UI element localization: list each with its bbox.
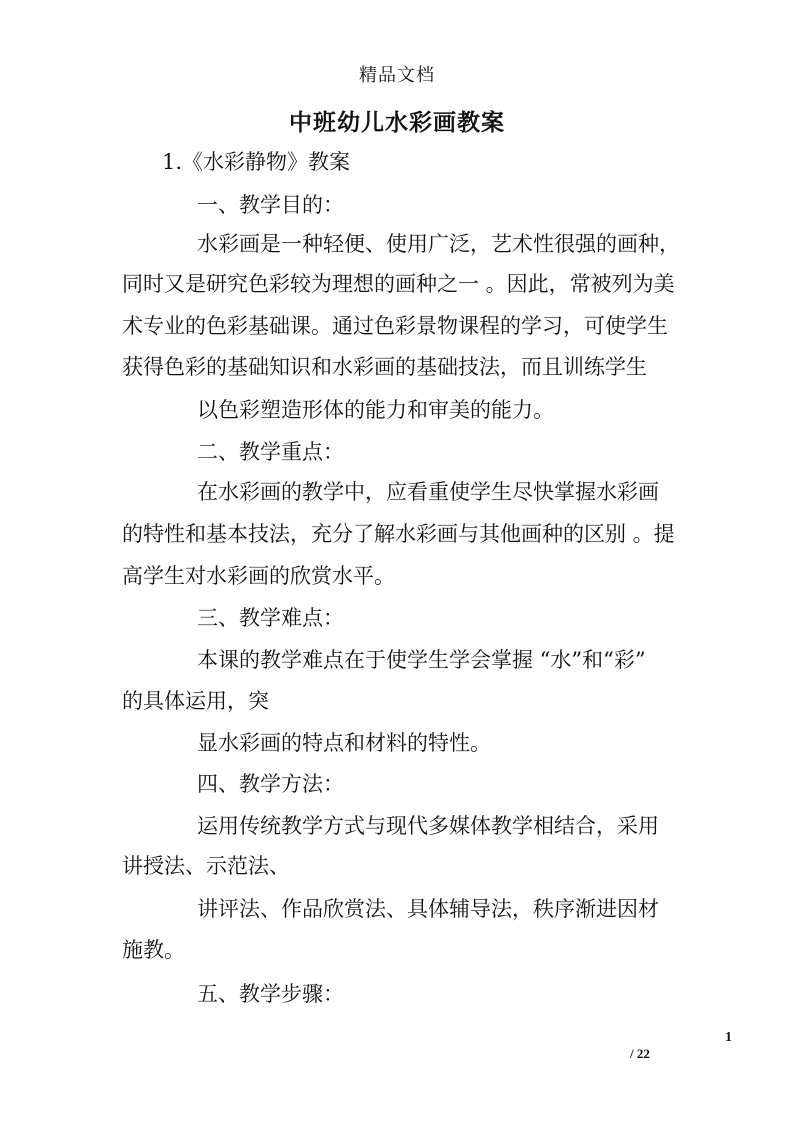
paragraph-line: 术专业的色彩基础课。通过色彩景物课程的学习，可使学生 — [122, 314, 668, 338]
paragraph-line: 在水彩画的教学中，应看重使学生尽快掌握水彩画 — [197, 480, 659, 504]
paragraph-line: 水彩画是一种轻便、使用广泛，艺术性很强的画种， — [197, 232, 680, 256]
paragraph-line: 获得色彩的基础知识和水彩画的基础技法，而且训练学生 — [122, 355, 647, 379]
page-total: / 22 — [630, 1046, 650, 1061]
paragraph-line: 讲授法、示范法、 — [122, 854, 290, 878]
paragraph-line: 高学生对水彩画的欣赏水平。 — [122, 564, 395, 588]
document-title: 中班幼儿水彩画教案 — [289, 109, 505, 136]
paragraph-line: 的具体运用，突 — [122, 689, 269, 713]
paragraph-line: 施教。 — [122, 938, 185, 962]
section-heading-methods: 四、教学方法： — [197, 772, 344, 796]
paragraph-line: 的特性和基本技法，充分了解水彩画与其他画种的区别 。提 — [122, 522, 675, 546]
paragraph-line: 显水彩画的特点和材料的特性。 — [197, 731, 491, 755]
page-number: 1 — [725, 1030, 732, 1045]
section-heading-difficulties: 三、教学难点： — [197, 606, 344, 630]
paragraph-line: 讲评法、作品欣赏法、具体辅导法，秩序渐进因材 — [197, 897, 659, 921]
paragraph-line: 运用传统教学方式与现代多媒体教学相结合，采用 — [197, 814, 659, 838]
paragraph-line: 本课的教学难点在于使学生学会掌握 “水”和“彩” — [197, 648, 646, 672]
section-heading-lesson: 1.《水彩静物》教案 — [162, 150, 351, 174]
paragraph-line: 同时又是研究色彩较为理想的画种之一 。因此，常被列为美 — [122, 272, 675, 296]
section-heading-key-points: 二、教学重点： — [197, 440, 344, 464]
paragraph-line: 以色彩塑造形体的能力和审美的能力。 — [197, 398, 554, 422]
page-header: 精品文档 — [359, 65, 435, 86]
section-heading-objectives: 一、教学目的： — [197, 193, 344, 217]
section-heading-steps: 五、教学步骤： — [197, 982, 344, 1006]
